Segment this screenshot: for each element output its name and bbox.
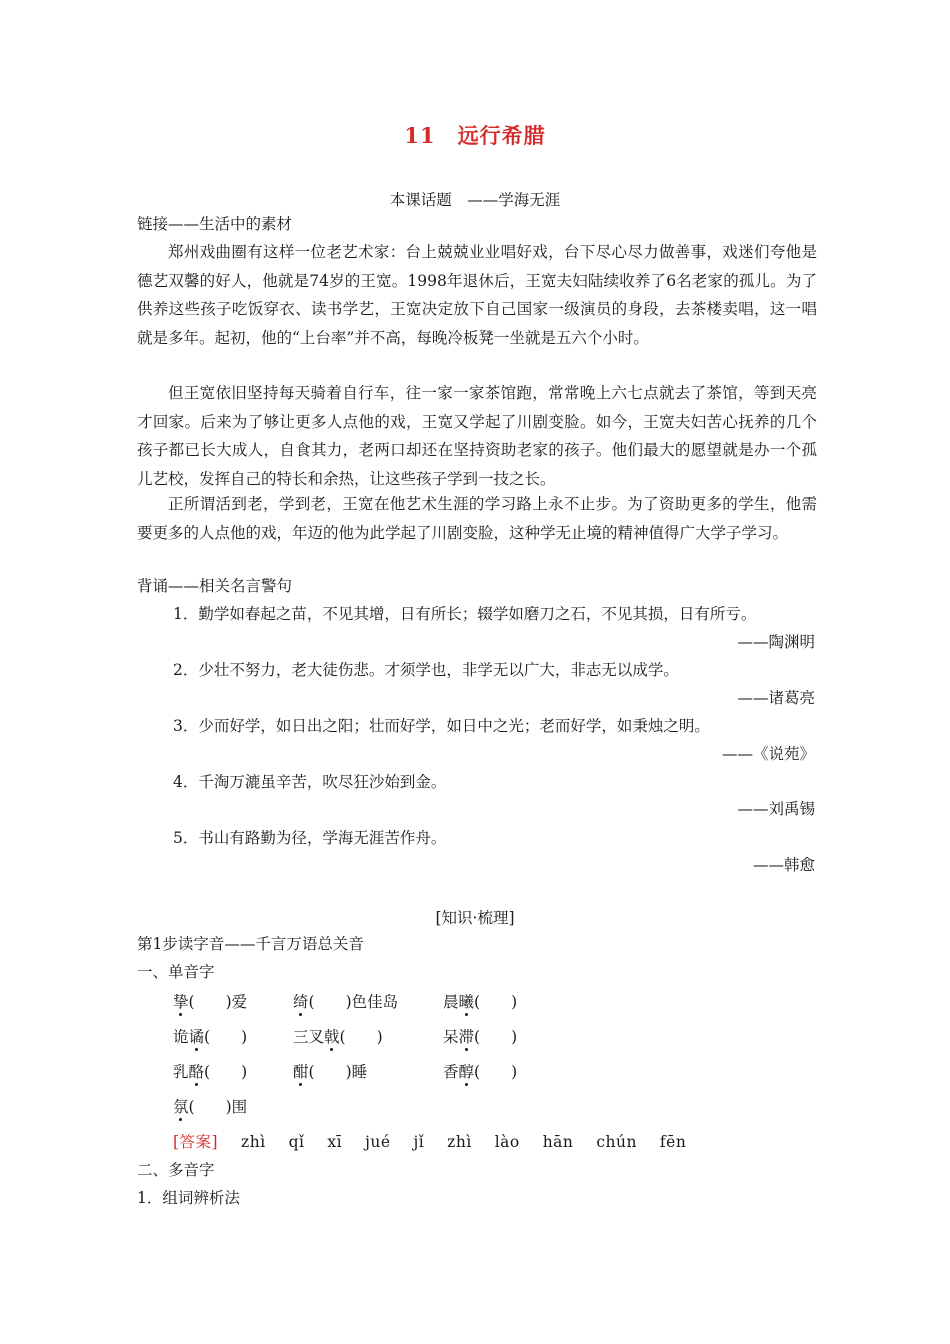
lesson-name: 远行希腊 xyxy=(457,123,546,148)
quote-1: 1．勤学如春起之苗，不见其增，日有所长；辍学如磨刀之石，不见其损，日有所亏。 xyxy=(173,605,757,623)
word-item: 三叉戟( ) xyxy=(293,1025,383,1047)
answer-label: [答案] xyxy=(173,1133,219,1151)
word-item: 晨曦( ) xyxy=(443,990,517,1012)
quotes-heading: 背诵——相关名言警句 xyxy=(137,577,293,595)
multi-sound-heading: 二、多音字 xyxy=(137,1161,215,1179)
quote-5: 5．书山有路勤为径，学海无涯苦作舟。 xyxy=(173,829,447,847)
word-item: 绮( )色佳岛 xyxy=(293,990,398,1012)
word-item: 诡谲( ) xyxy=(173,1025,247,1047)
lesson-topic: 本课话题 ——学海无涯 xyxy=(389,191,561,209)
link-heading: 链接——生活中的素材 xyxy=(137,215,293,233)
paragraph-1: 郑州戏曲圈有这样一位老艺术家：台上兢兢业业唱好戏，台下尽心尽力做善事，戏迷们夸他是德艺双馨的好人，他就是74岁的王宽。1998年退休后，王宽夫妇陆续收养了6名老家的孤儿。为了供养这些孩子吃饭穿衣、读书学艺，王宽决定放下自己国家一级演员的身段，去茶楼卖唱，这一唱就是多年。起初，他的“上台率”并不高，每晚冷板凳一坐就是五六个小时。 xyxy=(137,243,817,347)
answer-pinyin: xī xyxy=(327,1133,343,1151)
step-1-heading: 第1步读字音——千言万语总关音 xyxy=(137,935,364,953)
answer-pinyin: zhì xyxy=(447,1133,472,1151)
answer-pinyin: qǐ xyxy=(288,1133,305,1151)
paragraph-3: 正所谓活到老，学到老，王宽在他艺术生涯的学习路上永不止步。为了资助更多的学生，他需要更多的人点他的戏，年迈的他为此学起了川剧变脸，这种学无止境的精神值得广大学子学习。 xyxy=(137,495,817,542)
quote-2-author: ——诸葛亮 xyxy=(737,689,815,707)
word-item: 氛( )围 xyxy=(173,1095,247,1117)
answer-pinyin: zhì xyxy=(241,1133,266,1151)
answer-pinyin: fēn xyxy=(659,1133,687,1151)
answer-pinyin: jué xyxy=(365,1133,391,1151)
quote-4: 4．千淘万漉虽辛苦，吹尽狂沙始到金。 xyxy=(173,773,447,791)
quote-5-author: ——韩愈 xyxy=(752,856,815,874)
word-item: 香醇( ) xyxy=(443,1060,517,1082)
quote-3-author: ——《说苑》 xyxy=(721,745,815,763)
word-item: 呆滞( ) xyxy=(443,1025,517,1047)
answer-pinyin: chún xyxy=(596,1133,637,1151)
quote-4-author: ——刘禹锡 xyxy=(737,800,815,818)
quote-1-author: ——陶渊明 xyxy=(737,633,815,651)
word-item: 乳酪( ) xyxy=(173,1060,247,1082)
answer-row xyxy=(173,1130,704,1152)
single-sound-heading: 一、单音字 xyxy=(137,963,215,981)
lesson-title xyxy=(0,120,950,150)
quote-2: 2．少壮不努力，老大徒伤悲。才须学也，非学无以广大，非志无以成学。 xyxy=(173,661,679,679)
section-heading: [知识·梳理] xyxy=(435,909,515,927)
word-item: 酣( )睡 xyxy=(293,1060,367,1082)
quote-3: 3．少而好学，如日出之阳；壮而好学，如日中之光；老而好学，如秉烛之明。 xyxy=(173,717,710,735)
paragraph-2: 但王宽依旧坚持每天骑着自行车，往一家一家茶馆跑，常常晚上六七点就去了茶馆，等到天亮才回家。后来为了够让更多人点他的戏，王宽又学起了川剧变脸。如今，王宽夫妇苦心抚养的几个孩子都已长大成人，自食其力，老两口却还在坚持资助老家的孩子。他们最大的愿望就是办一个孤儿艺校，发挥自己的特长和余热，让这些孩子学到一技之长。 xyxy=(137,384,817,488)
method-heading: 1．组词辨析法 xyxy=(137,1189,240,1207)
answer-pinyin: hān xyxy=(542,1133,574,1151)
answer-pinyin: jǐ xyxy=(413,1133,425,1151)
lesson-number: 11 xyxy=(404,123,436,148)
word-item: 挚( )爱 xyxy=(173,990,247,1012)
answer-pinyin: lào xyxy=(494,1133,520,1151)
